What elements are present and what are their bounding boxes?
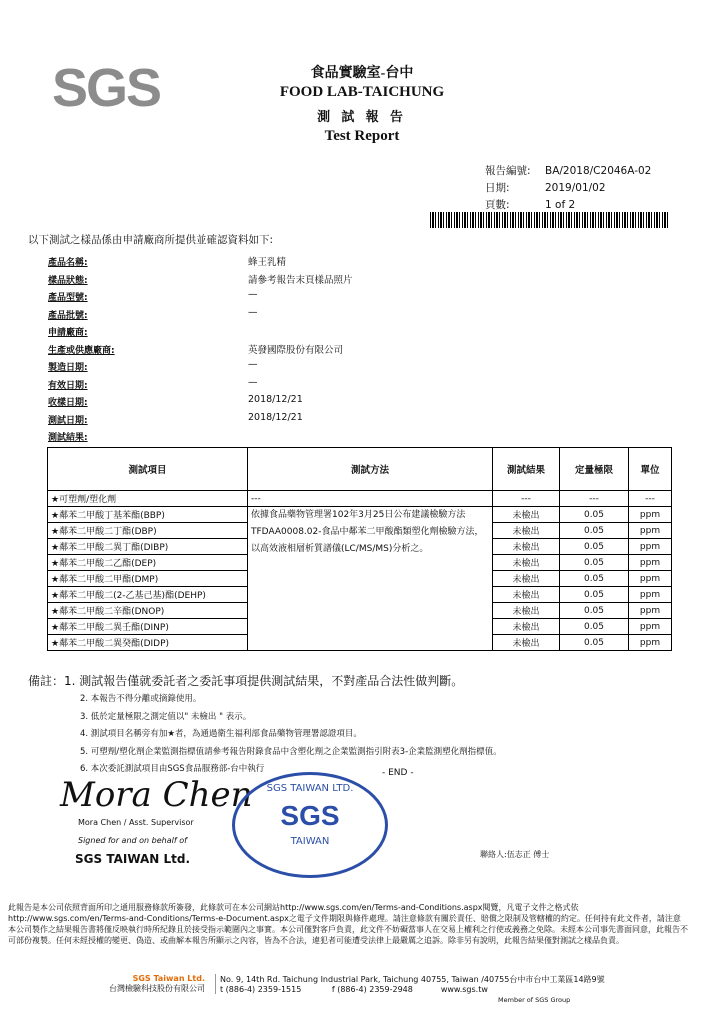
signer-company: SGS TAIWAN Ltd. (75, 852, 191, 866)
title-zh: 食品實驗室-台中 (310, 66, 414, 81)
table-cell: 0.05 (560, 539, 629, 555)
table-cell: ★鄰苯二甲酸二(2-乙基己基)酯(DEHP) (48, 587, 248, 603)
note-item: 4. 測試項目名稱旁有加★者，為通過衛生福利部食品藥物管理署認證項目。 (80, 729, 362, 739)
field-value: — (248, 359, 258, 370)
end-marker: - END - (382, 768, 414, 778)
note-item: 6. 本次委託測試項目由SGS食品服務部-台中執行 (80, 764, 265, 774)
field-label: 測試日期: (48, 415, 88, 426)
field-value: 請參考報告末頁樣品照片 (248, 274, 353, 286)
field-value: — (248, 376, 258, 388)
field-label: 產品批號: (48, 310, 88, 321)
signed-for: Signed for and on behalf of (78, 836, 187, 845)
table-cell: 0.05 (560, 603, 629, 619)
footer-terms: 此報告是本公司依照背面所印之通用服務條款所簽發，此條款可在本公司網站http://www.sgs.com/en/Terms-and-Conditions.aspx閱覽，凡電子文件之格式依http://www.sgs.com/en/Terms-and-Conditions/Terms-e-Document.aspx之電子文件期限與條件處理。請注意條款有關於責任、賠償之限制及管轄權的約定。任何持有此文件者，請注意本公司製作之結果報告書將僅反映執行時所紀錄且於接受指示範圍內之事實。本公司僅對客戶負責，此文件不妨礙當事人在交易上權利之行使或義務之免除。未經本公司事先書面同意，此報告不可部份複製。任何未經授權的變更、偽造、或曲解本報告所顯示之內容，皆為不合法，違犯者可能遭受法律上最嚴厲之追訴。除非另有說明，此報告結果僅對測試之樣品負責。 (8, 903, 688, 945)
table-cell: 0.05 (560, 619, 629, 635)
note-item: 3. 低於定量極限之測定值以" 未檢出 " 表示。 (80, 711, 252, 722)
table-cell: ppm (629, 571, 672, 587)
bottom-address: No. 9, 14th Rd. Taichung Industrial Park, Taichung 40755, Taiwan /40755台中市台中工業區14路9號 t (886-4) 2359-1515 f (886-4) 2359-2948 www.sgs.tw (215, 974, 605, 994)
note-item: 5. 可塑劑/塑化劑企業監測指標值請參考報告附錄食品中含塑化劑之企業監測指引附表3-企業監測塑化劑指標值。 (80, 746, 502, 757)
field-value: 蜂王乳精 (248, 257, 287, 268)
intro-text: 以下測試之樣品係由申請廠商所提供並確認資料如下: (28, 234, 274, 246)
col-header-result: 測試結果 (493, 448, 560, 491)
field-value: 英發國際股份有限公司 (248, 344, 344, 356)
table-cell: 未檢出 (493, 571, 560, 587)
field-label: 樣品狀態: (48, 275, 88, 286)
col-header-method: 測試方法 (248, 448, 493, 491)
table-cell: --- (629, 491, 672, 507)
sgs-stamp: SGS TAIWAN LTD. SGS TAIWAN (232, 772, 388, 878)
table-cell: ★可塑劑/塑化劑 (48, 491, 248, 507)
table-cell: 未檢出 (493, 507, 560, 523)
table-cell: 未檢出 (493, 523, 560, 539)
table-cell: 未檢出 (493, 619, 560, 635)
signer-title: Mora Chen / Asst. Supervisor (78, 818, 194, 827)
table-cell: ppm (629, 539, 672, 555)
field-value: 2018/12/21 (248, 394, 303, 405)
table-cell: 未檢出 (493, 603, 560, 619)
field-label: 產品型號: (48, 293, 88, 303)
field-label: 申請廠商: (48, 328, 88, 338)
report-zh: 測 試 報 告 (317, 109, 407, 124)
table-row (48, 491, 672, 507)
table-cell: ★鄰苯二甲酸二丁酯(DBP) (48, 523, 248, 539)
method-cell: 依據食品藥物管理署102年3月25日公布建議檢驗方法TFDAA0008.02-食品中鄰苯二甲酸酯類塑化劑檢驗方法，以高效液相層析質譜儀(LC/MS/MS)分析之。 (248, 507, 493, 651)
signature: Mora Chen (60, 775, 253, 815)
meta-date: 日期: 2019/01/02 (485, 182, 606, 194)
table-cell: --- (560, 491, 629, 507)
table-cell: ★鄰苯二甲酸二異癸酯(DIDP) (48, 635, 248, 651)
table-row (48, 507, 672, 523)
table-cell: ppm (629, 507, 672, 523)
table-cell: 未檢出 (493, 555, 560, 571)
table-cell: ★鄰苯二甲酸二辛酯(DNOP) (48, 603, 248, 619)
table-cell: ppm (629, 603, 672, 619)
table-cell: ppm (629, 555, 672, 571)
field-label: 生產或供應廠商: (48, 345, 115, 356)
table-cell: 0.05 (560, 571, 629, 587)
table-cell: ★鄰苯二甲酸二異丁酯(DIBP) (48, 539, 248, 555)
table-cell: --- (493, 491, 560, 507)
table-cell: 0.05 (560, 555, 629, 571)
table-cell: 0.05 (560, 507, 629, 523)
table-cell: 未檢出 (493, 539, 560, 555)
table-cell: ★鄰苯二甲酸二甲酯(DMP) (48, 571, 248, 587)
table-cell: 0.05 (560, 635, 629, 651)
field-label: 產品名稱: (48, 258, 88, 268)
col-header-loq: 定量極限 (560, 448, 629, 491)
report-en: Test Report (324, 128, 400, 144)
table-cell: 未檢出 (493, 635, 560, 651)
field-value: 2018/12/21 (248, 411, 303, 423)
bottom-company: SGS Taiwan Ltd. 台灣檢驗科技股份有限公司 (109, 974, 205, 993)
table-cell: ppm (629, 619, 672, 635)
meta-page: 頁數: 1 of 2 (485, 199, 576, 211)
table-cell: 未檢出 (493, 587, 560, 603)
table-cell: ★鄰苯二甲酸二異壬酯(DINP) (48, 619, 248, 635)
results-table (47, 447, 672, 651)
table-cell: ppm (629, 587, 672, 603)
table-cell: --- (248, 491, 493, 507)
meta-report-no: 報告編號: BA/2018/C2046A-02 (485, 165, 652, 177)
sgs-logo: SGS (52, 58, 161, 118)
note-item: 2. 本報告不得分離或摘錄使用。 (80, 694, 202, 704)
col-header-item: 測試項目 (48, 448, 248, 491)
field-label: 收樣日期: (48, 398, 88, 408)
table-cell: ppm (629, 523, 672, 539)
table-cell: ★鄰苯二甲酸丁基苯酯(BBP) (48, 507, 248, 523)
contact: 聯絡人:伍志正 傅士 (480, 850, 550, 859)
table-cell: ppm (629, 635, 672, 651)
title-en: FOOD LAB-TAICHUNG (279, 84, 445, 100)
barcode (430, 212, 670, 228)
table-cell: 0.05 (560, 523, 629, 539)
table-cell: 0.05 (560, 587, 629, 603)
field-label: 有效日期: (48, 380, 88, 391)
col-header-unit: 單位 (629, 448, 672, 491)
field-label: 製造日期: (48, 363, 88, 373)
table-cell: ★鄰苯二甲酸二乙酯(DEP) (48, 555, 248, 571)
member-sgs: Member of SGS Group (498, 996, 571, 1004)
note-item: 備註：1. 測試報告僅就委託者之委託事項提供測試結果，不對產品合法性做判斷。 (28, 674, 464, 688)
field-value: — (248, 306, 258, 318)
field-label: 測試結果: (48, 433, 88, 443)
field-value: — (248, 289, 258, 300)
